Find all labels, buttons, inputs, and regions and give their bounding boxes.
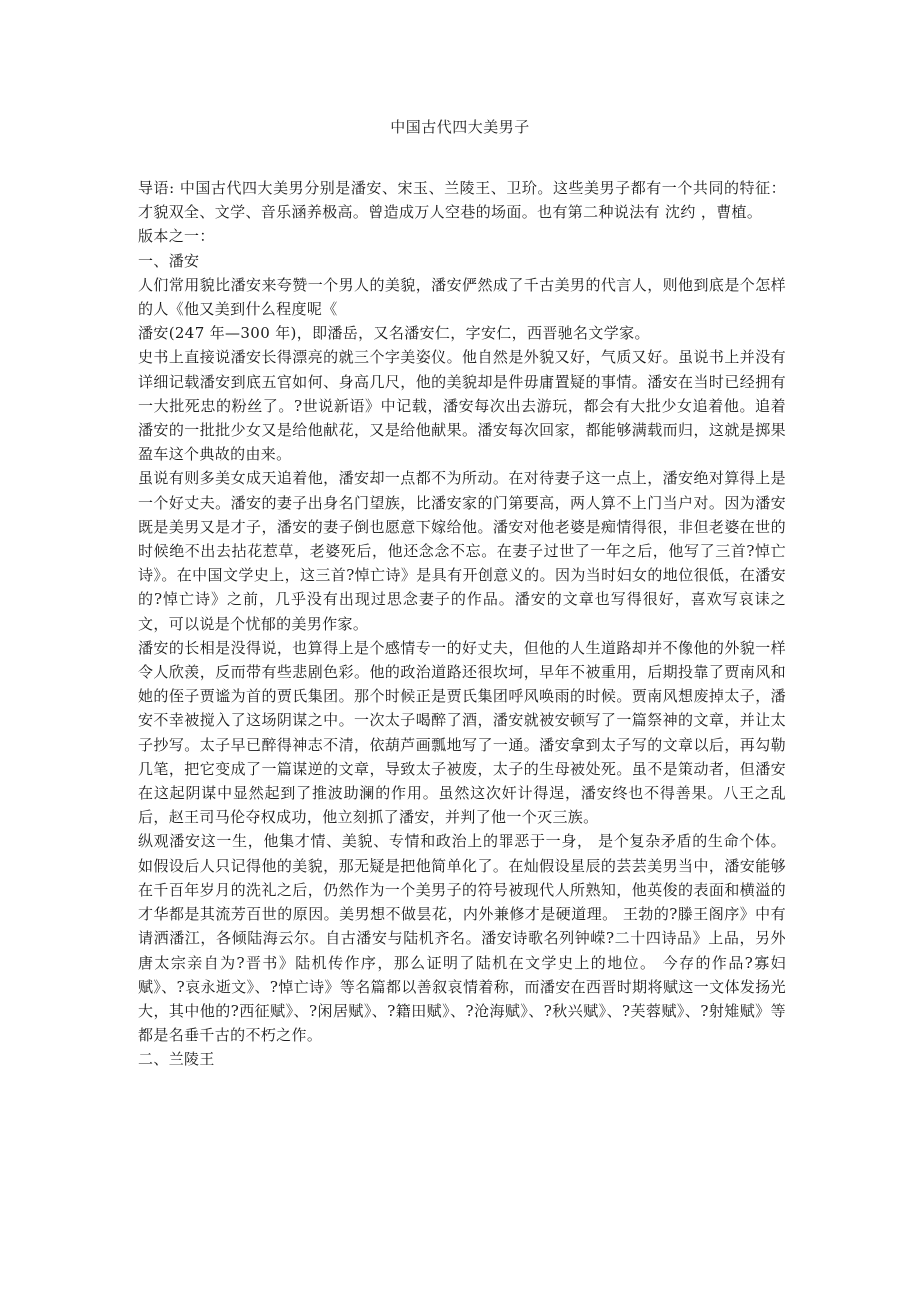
body-paragraph: 人们常用貌比潘安来夸赞一个男人的美貌，潘安俨然成了千古美男的代言人，则他到底是个怎样的人《他又美到什么程度呢《: [138, 275, 786, 319]
intro-paragraph: 导语: 中国古代四大美男分别是潘安、宋玉、兰陵王、卫玠。这些美男子都有一个共同的特征：才貌双全、文学、音乐涵养极高。曾造成万人空巷的场面。也有第二种说法有 沈约 ，曹植。: [138, 179, 786, 222]
body-paragraph: 潘安(247 年—300 年)，即潘岳，又名潘安仁，字安仁，西晋驰名文学家。: [138, 324, 650, 343]
document-title: 中国古代四大美男子: [390, 118, 530, 136]
body-paragraph: 史书上直接说潘安长得漂亮的就三个字美姿仪。他自然是外貌又好，气质又好。虽说书上并没有详细记载潘安到底五官如何、身高几尺，他的美貌却是件毋庸置疑的事情。潘安在当时已经拥有一大批死忠的粉丝了。?世说新语》中记载，潘安每次出去游玩，都会有大批少女追着他。追着潘安的一批批少女又是给他献花，又是给他献果。潘安每次回家，都能够满载而归，这就是掷果盈车这个典故的由来。: [138, 348, 786, 464]
body-paragraph: 虽说有则多美女成天追着他，潘安却一点都不为所动。在对待妻子这一点上，潘安绝对算得上是一个好丈夫。潘安的妻子出身名门望族，比潘安家的门第要高，两人算不上门当户对。因为潘安既是美男又是才子，潘安的妻子倒也愿意下嫁给他。潘安对他老婆是痴情得很，非但老婆在世的时候绝不出去拈花惹草，老婆死后，他还念念不忘。在妻子过世了一年之后，他写了三首?悼亡诗》。在中国文学史上，这三首?悼亡诗》是具有开创意义的。因为当时妇女的地位很低，在潘安的?悼亡诗》之前，几乎没有出现过思念妻子的作品。潘安的文章也写得很好，喜欢写哀诔之文，可以说是个忧郁的美男作家。: [138, 469, 786, 633]
section-heading-lanling-wang: 二、兰陵王: [138, 1050, 215, 1069]
document-body: [138, 176, 786, 1072]
body-paragraph: 潘安的长相是没得说，也算得上是个感情专一的好丈夫，但他的人生道路却并不像他的外貌一样令人欣羡，反而带有些悲剧色彩。他的政治道路还很坎坷，早年不被重用，后期投靠了贾南风和她的侄子贾谧为首的贾氏集团。那个时候正是贾氏集团呼风唤雨的时候。贾南风想废掉太子，潘安不幸被搅入了这场阴谋之中。一次太子喝醉了酒，潘安就被安顿写了一篇祭神的文章，并让太子抄写。太子早已醉得神志不清，依葫芦画瓢地写了一通。潘安拿到太子写的文章以后，再勾勒几笔，把它变成了一篇谋逆的文章，导致太子被废，太子的生母被处死。虽不是策动者，但潘安在这起阴谋中显然起到了推波助澜的作用。虽然这次奸计得逞，潘安终也不得善果。八王之乱后，赵王司马伦夺权成功，他立刻抓了潘安，并判了他一个灭三族。: [138, 638, 786, 827]
section-heading-pan-an: 一、潘安: [138, 251, 200, 270]
version-heading: 版本之一：: [138, 227, 215, 246]
body-paragraph: 纵观潘安这一生，他集才情、美貌、专情和政治上的罪恶于一身， 是个复杂矛盾的生命个体。如假设后人只记得他的美貌，那无疑是把他简单化了。在灿假设星辰的芸芸美男当中，潘安能够在千百年岁月的洗礼之后，仍然作为一个美男子的符号被现代人所熟知，他英俊的表面和横溢的才华都是其流芳百世的原因。美男想不做昙花，内外兼修才是硬道理。 王勃的?滕王阁序》中有请洒潘江，各倾陆海云尔。自古潘安与陆机齐名。潘安诗歌名列钟嵘?二十四诗品》上品，另外唐太宗亲自为?晋书》陆机传作序，那么证明了陆机在文学史上的地位。 今存的作品?寡妇赋》、?哀永逝文》、?悼亡诗》等名篇都以善叙哀情着称，而潘安在西晋时期将赋这一文体发扬光大，其中他的?西征赋》、?闲居赋》、?籍田赋》、?沧海赋》、?秋兴赋》、?芙蓉赋》、?射雉赋》等都是名垂千古的不朽之作。: [138, 832, 786, 1045]
